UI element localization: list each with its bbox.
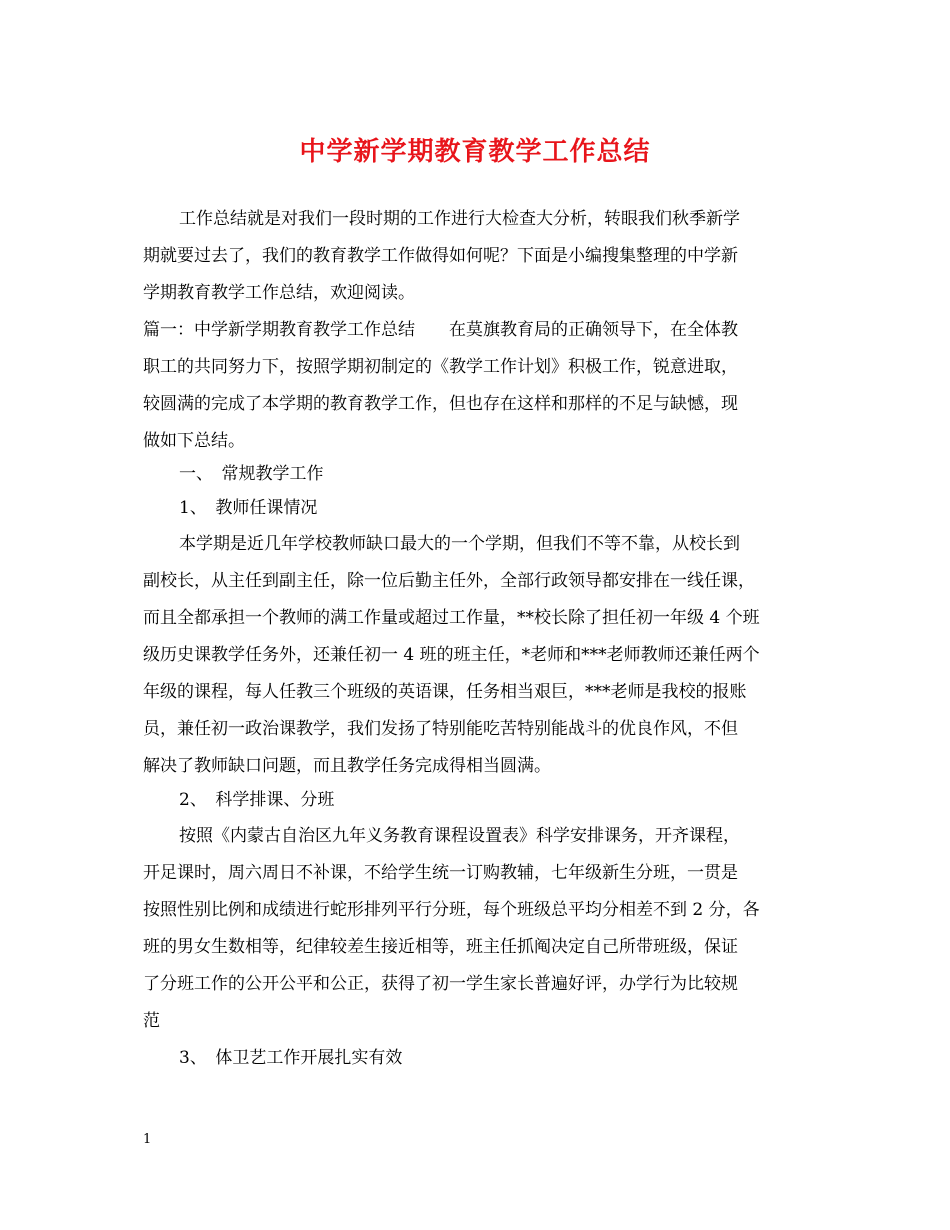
paragraph-line: 按照性别比例和成绩进行蛇形排列平行分班，每个班级总平均分相差不到 2 分，各 [143,900,760,920]
paragraph-line: 副校长，从主任到副主任，除一位后勤主任外，全部行政领导都安排在一线任课， [143,571,755,591]
paragraph-line: 职工的共同努力下，按照学期初制定的《教学工作计划》积极工作，锐意进取， [143,357,738,377]
paragraph-line: 学期教育教学工作总结，欢迎阅读。 [143,283,415,303]
page-number: 1 [143,1132,152,1147]
paragraph-line: 本学期是近几年学校教师缺口最大的一个学期，但我们不等不靠，从校长到 [179,534,740,554]
paragraph-line: 工作总结就是对我们一段时期的工作进行大检查大分析，转眼我们秋季新学 [179,209,740,229]
paragraph-line: 篇一：中学新学期教育教学工作总结 在莫旗教育局的正确领导下，在全体教 [143,320,738,340]
subsection-heading: 1、 教师任课情况 [179,498,318,518]
subsection-heading: 3、 体卫艺工作开展扎实有效 [179,1048,403,1068]
paragraph-line: 了分班工作的公开公平和公正，获得了初一学生家长普遍好评，办学行为比较规 [143,974,738,994]
paragraph-line: 班的男女生数相等，纪律较差生接近相等，班主任抓阄决定自己所带班级，保证 [143,937,738,957]
section-heading: 一、 常规教学工作 [179,464,324,484]
paragraph-line: 而且全都承担一个教师的满工作量或超过工作量，**校长除了担任初一年级 4 个班 [143,608,760,628]
paragraph-line: 做如下总结。 [143,431,245,451]
paragraph-line: 较圆满的完成了本学期的教育教学工作，但也存在这样和那样的不足与缺憾，现 [143,394,738,414]
subsection-heading: 2、 科学排课、分班 [179,790,335,810]
paragraph-line: 开足课时，周六周日不补课，不给学生统一订购教辅，七年级新生分班，一贯是 [143,863,738,883]
paragraph-line: 员，兼任初一政治课教学，我们发扬了特别能吃苦特别能战斗的优良作风，不但 [143,719,738,739]
paragraph-line: 期就要过去了，我们的教育教学工作做得如何呢？下面是小编搜集整理的中学新 [143,246,738,266]
paragraph-line: 按照《内蒙古自治区九年义务教育课程设置表》科学安排课务，开齐课程， [179,826,740,846]
paragraph-line: 级历史课教学任务外，还兼任初一 4 班的班主任，*老师和***老师教师还兼任两个 [143,645,760,665]
paragraph-line: 年级的课程，每人任教三个班级的英语课，任务相当艰巨，***老师是我校的报账 [143,682,747,702]
paragraph-line: 范 [143,1011,160,1031]
paragraph-line: 解决了教师缺口问题，而且教学任务完成得相当圆满。 [143,756,551,776]
document-title: 中学新学期教育教学工作总结 [299,137,651,167]
